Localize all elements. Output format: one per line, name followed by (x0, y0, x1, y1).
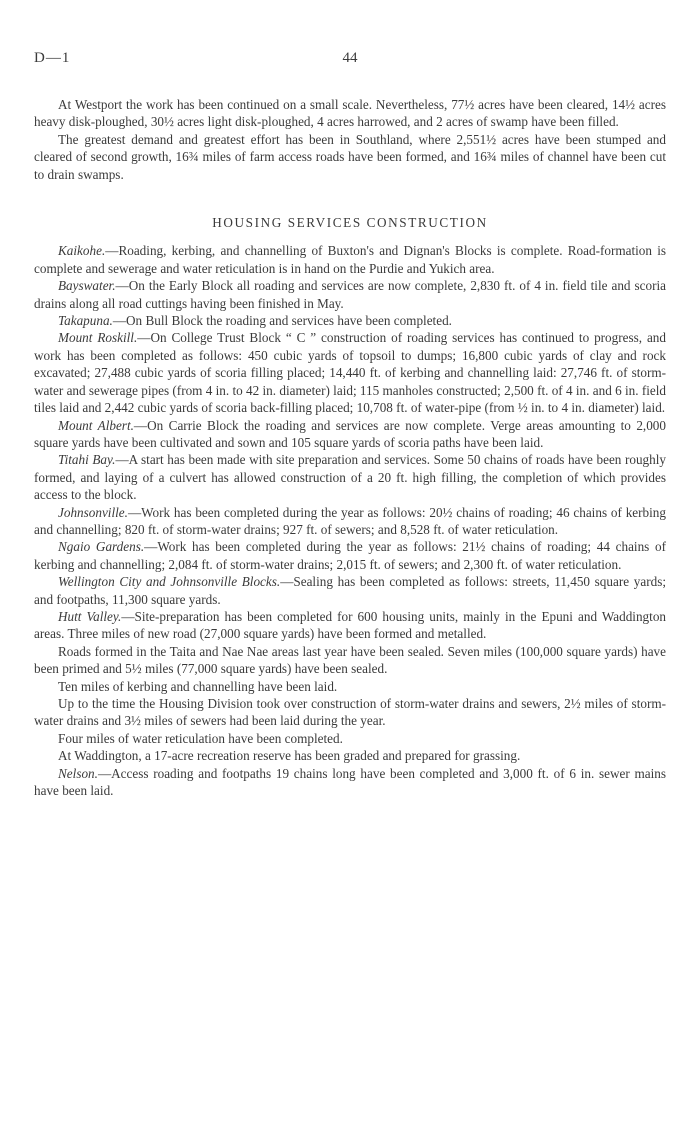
hutt-paragraph-kerbing: Ten miles of kerbing and channelling have been laid. (58, 678, 338, 694)
entry-place: Nelson. (58, 765, 98, 781)
page-content (34, 96, 666, 799)
intro-paragraph-southland: The greatest demand and greatest effort has been in Southland, where 2,551½ acres have been stumped and cleared of second growth, 16¾ miles of farm access roads have been formed, and 16¾ miles of channel have been cut to drain swamps. (34, 131, 666, 182)
entry-place: Bayswater. (58, 278, 116, 294)
entry-text: —Work has been completed during the year as follows: 21½ chains of roading; 44 chains of kerbing and channelling; 2,084 ft. of storm-water drains; 2,015 ft. of sewers; and 2,300 ft. of water reticulation. (34, 539, 666, 572)
entry-mount-roskill (34, 329, 666, 416)
entry-ngaio-gardens (34, 538, 666, 573)
hutt-paragraph-waddington: At Waddington, a 17-acre recreation reserve has been graded and prepared for grassing. (58, 748, 521, 764)
entry-text: —On the Early Block all roading and services are now complete, 2,830 ft. of 4 in. field tile and scoria drains along all road cuttings having been finished in May. (34, 278, 666, 311)
entry-text: —Roading, kerbing, and channelling of Buxton's and Dignan's Blocks is complete. Road-formation is complete and sewerage and water reticulation is in hand on the Purdie and Yukich area. (34, 243, 666, 276)
entry-text: —On College Trust Block “ C ” construction of roading services has continued to progress, and work has been completed as follows: 450 cubic yards of topsoil to dumps; 16,800 cubic yards of clay and rock excavated; 27,488 cubic yards of scoria filling placed; 14,440 ft. of kerbing and channelling laid: 27,746 ft. of storm-water and sewerage pipes (from 4 in. to 42 in. diameter) laid; 115 manholes constructed; 2,500 ft. of 4 in. and 6 in. field tiles laid and 2,442 cubic yards of scoria back-filling placed; 10,708 ft. of water-pipe (from ½ in. to 4 in. diameter) laid. (34, 330, 666, 416)
entry-place: Hutt Valley. (58, 608, 122, 624)
intro-paragraph-westport: At Westport the work has been continued on a small scale. Nevertheless, 77½ acres have been cleared, 14½ acres heavy disk-ploughed, 30½ acres light disk-ploughed, 4 acres harrowed, and 2 acres of swamp have been filled. (34, 97, 666, 130)
entry-wellington-city (34, 573, 666, 608)
entry-place: Kaikohe. (58, 243, 106, 259)
entry-place: Ngaio Gardens. (58, 539, 145, 555)
entry-text: —Site-preparation has been completed for 600 housing units, mainly in the Epuni and Waddington areas. Three miles of new road (27,000 square yards) have been formed and metalled. (34, 608, 667, 642)
hutt-paragraph-sealing: Roads formed in the Taita and Nae Nae areas last year have been sealed. Seven miles (100,000 square yards) have been primed and 5½ miles (77,000 square yards) have been sealed. (34, 643, 666, 677)
entry-place: Johnsonville. (58, 504, 128, 520)
entry-place: Mount Roskill. (58, 330, 138, 346)
section-heading: HOUSING SERVICES CONSTRUCTION (212, 215, 488, 231)
entry-text: —On Carrie Block the roading and services are now complete. Verge areas amounting to 2,000 square yards have been cultivated and sown and 105 square yards of scoria paths have been laid. (34, 417, 666, 450)
page-header (34, 50, 666, 70)
document-code: D—1 (34, 50, 71, 66)
hutt-paragraph-water: Four miles of water reticulation have been completed. (58, 730, 343, 746)
hutt-paragraph-drains: Up to the time the Housing Division took over construction of storm-water drains and sewers, 2½ miles of storm-water drains and 3½ miles of sewers had been laid during the year. (34, 696, 666, 729)
entry-titahi-bay (34, 451, 666, 503)
page-number: 44 (342, 50, 358, 66)
entry-text: —Sealing has been completed as follows: streets, 11,450 square yards; and footpaths, 11,300 square yards. (34, 574, 666, 607)
entry-text: —On Bull Block the roading and services have been completed. (112, 313, 452, 329)
entry-text: —A start has been made with site preparation and services. Some 50 chains of roads have been roughly formed, and laying of a culvert has allowed construction of a 20 ft. high filling, the completion of which provides access to the block. (34, 452, 666, 503)
entry-text: —Access roading and footpaths 19 chains long have been completed and 3,000 ft. of 6 in. sewer mains have been laid. (34, 765, 666, 799)
entry-text: —Work has been completed during the year as follows: 20½ chains of roading; 46 chains of kerbing and channelling; 820 ft. of storm-water drains; 927 ft. of sewers; and 8,528 ft. of water reticulation. (34, 504, 666, 537)
entry-place: Mount Albert. (58, 417, 134, 433)
entry-nelson (34, 765, 666, 800)
entry-hutt-valley (34, 608, 666, 643)
entry-takapuna (34, 312, 666, 329)
entry-place: Wellington City and Johnsonville Blocks. (58, 574, 281, 590)
entry-mount-albert (34, 417, 666, 452)
entry-place: Titahi Bay. (58, 452, 116, 468)
entry-bayswater (34, 277, 666, 312)
entry-place: Takapuna. (58, 313, 113, 329)
entry-kaikohe (34, 242, 666, 277)
entry-johnsonville (34, 504, 666, 539)
